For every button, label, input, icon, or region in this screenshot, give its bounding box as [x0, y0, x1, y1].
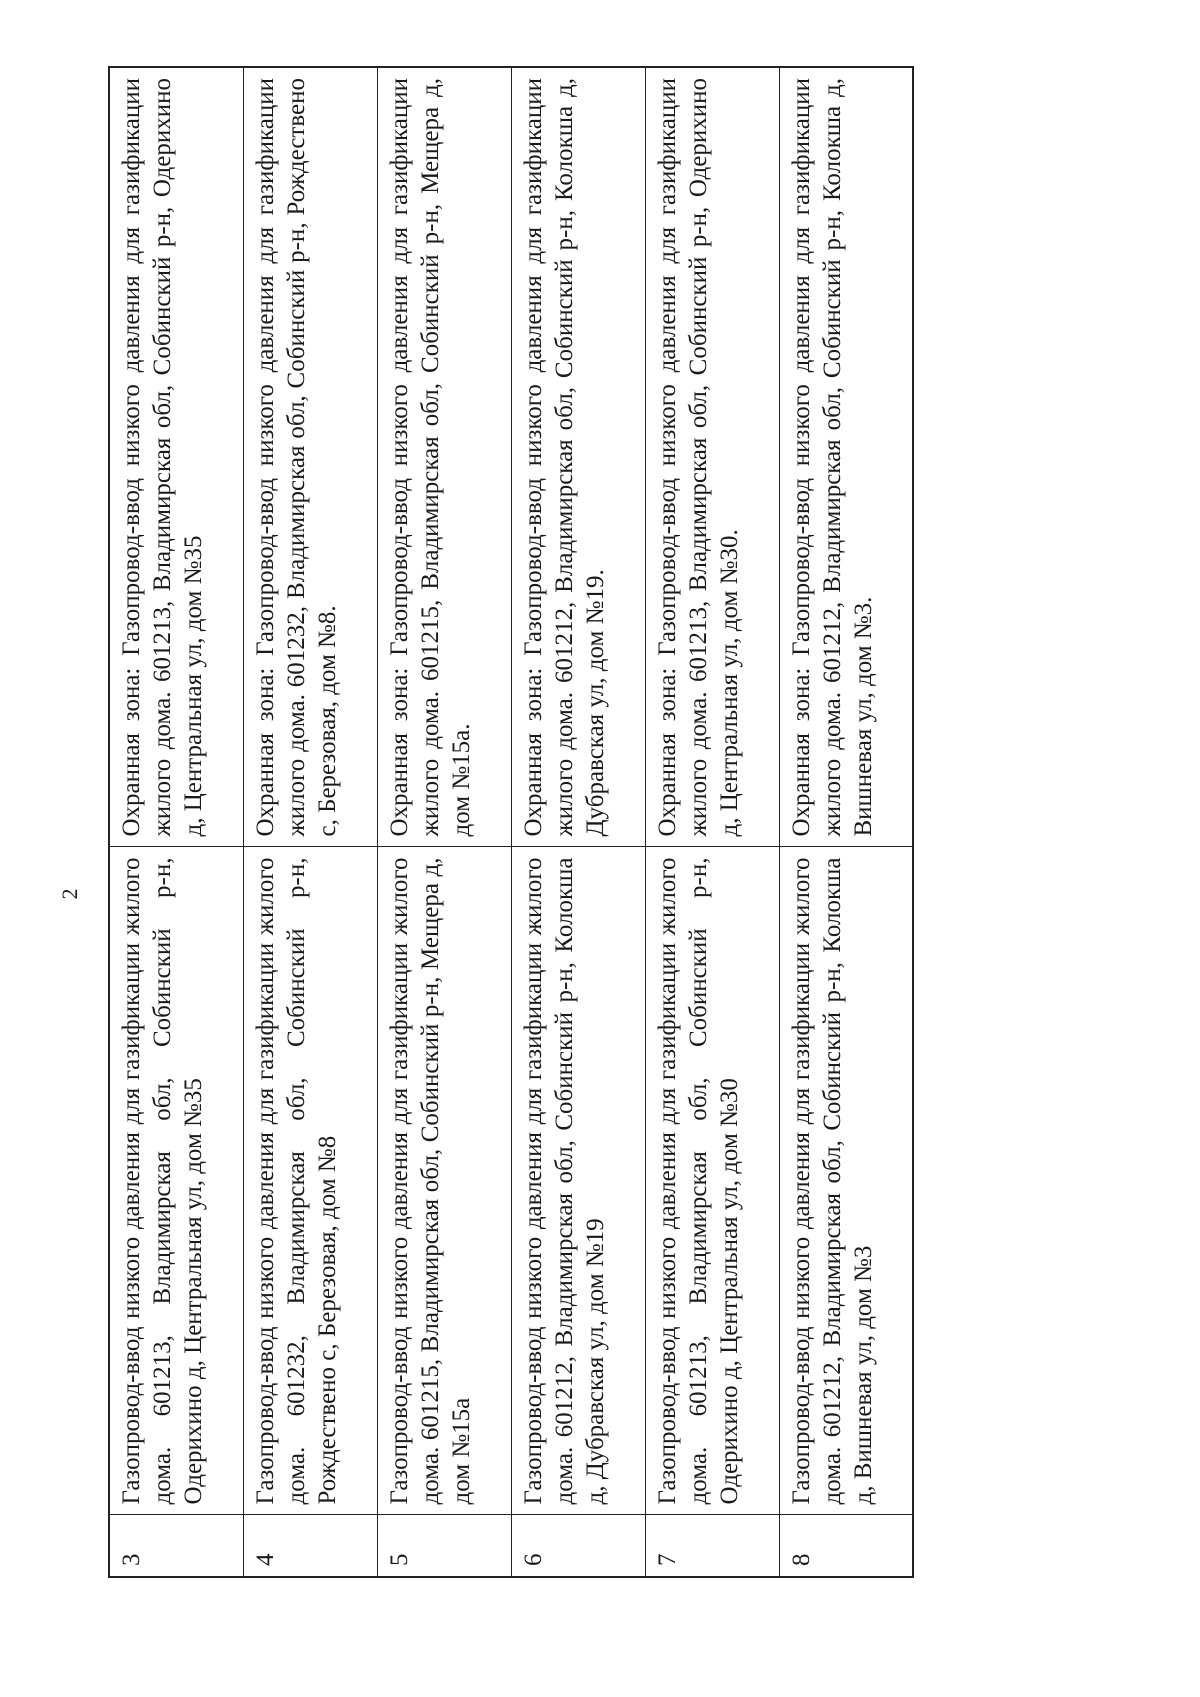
page-number: 2: [57, 888, 82, 900]
row-number: 5: [377, 1515, 511, 1577]
row-number: 4: [243, 1515, 377, 1577]
object-description: Газопровод-ввод низкого давления для газификации жилого дома. 601213, Владимирская обл, Собинский р-н, Одерихино д, Центральная ул, дом №35: [109, 847, 243, 1515]
row-number: 6: [511, 1515, 645, 1577]
table-row: [377, 67, 511, 1577]
object-description: Газопровод-ввод низкого давления для газификации жилого дома. 601212, Владимирская обл, Собинский р-н, Колокша д, Вишневая ул, дом №3: [779, 847, 913, 1515]
table-row: [645, 67, 779, 1577]
object-description: Газопровод-ввод низкого давления для газификации жилого дома. 601232, Владимирская обл, Собинский р-н, Рождествено с, Березовая, дом №8: [243, 847, 377, 1515]
row-number: 7: [645, 1515, 779, 1577]
object-description: Газопровод-ввод низкого давления для газификации жилого дома. 601212, Владимирская обл, Собинский р-н, Колокша д, Дубравская ул, дом №19: [511, 847, 645, 1515]
row-number: 8: [779, 1515, 913, 1577]
zone-description: Охранная зона: Газопровод-ввод низкого давления для газификации жилого дома. 601213, Владимирская обл, Собинский р-н, Одерихино д, Центральная ул, дом №35: [109, 67, 243, 847]
table-row: [779, 67, 913, 1577]
zone-description: Охранная зона: Газопровод-ввод низкого давления для газификации жилого дома. 601212, Владимирская обл, Собинский р-н, Колокша д, Вишневая ул, дом №3.: [779, 67, 913, 847]
zone-description: Охранная зона: Газопровод-ввод низкого давления для газификации жилого дома. 601215, Владимирская обл, Собинский р-н, Мещера д, дом №15а.: [377, 67, 511, 847]
zones-table: [108, 66, 914, 1578]
rotated-table-container: [108, 68, 912, 1578]
zone-description: Охранная зона: Газопровод-ввод низкого давления для газификации жилого дома. 601213, Владимирская обл, Собинский р-н, Одерихино д, Центральная ул, дом №30.: [645, 67, 779, 847]
table-row: [511, 67, 645, 1577]
object-description: Газопровод-ввод низкого давления для газификации жилого дома. 601215, Владимирская обл, Собинский р-н, Мещера д, дом №15а: [377, 847, 511, 1515]
zone-description: Охранная зона: Газопровод-ввод низкого давления для газификации жилого дома. 601212, Владимирская обл, Собинский р-н, Колокша д, Дубравская ул, дом №19.: [511, 67, 645, 847]
object-description: Газопровод-ввод низкого давления для газификации жилого дома. 601213, Владимирская обл, Собинский р-н, Одерихино д, Центральная ул, дом №30: [645, 847, 779, 1515]
table-row: [243, 67, 377, 1577]
table-row: [109, 67, 243, 1577]
row-number: 3: [109, 1515, 243, 1577]
zone-description: Охранная зона: Газопровод-ввод низкого давления для газификации жилого дома. 601232, Владимирская обл, Собинский р-н, Рождествено с, Березовая, дом №8.: [243, 67, 377, 847]
